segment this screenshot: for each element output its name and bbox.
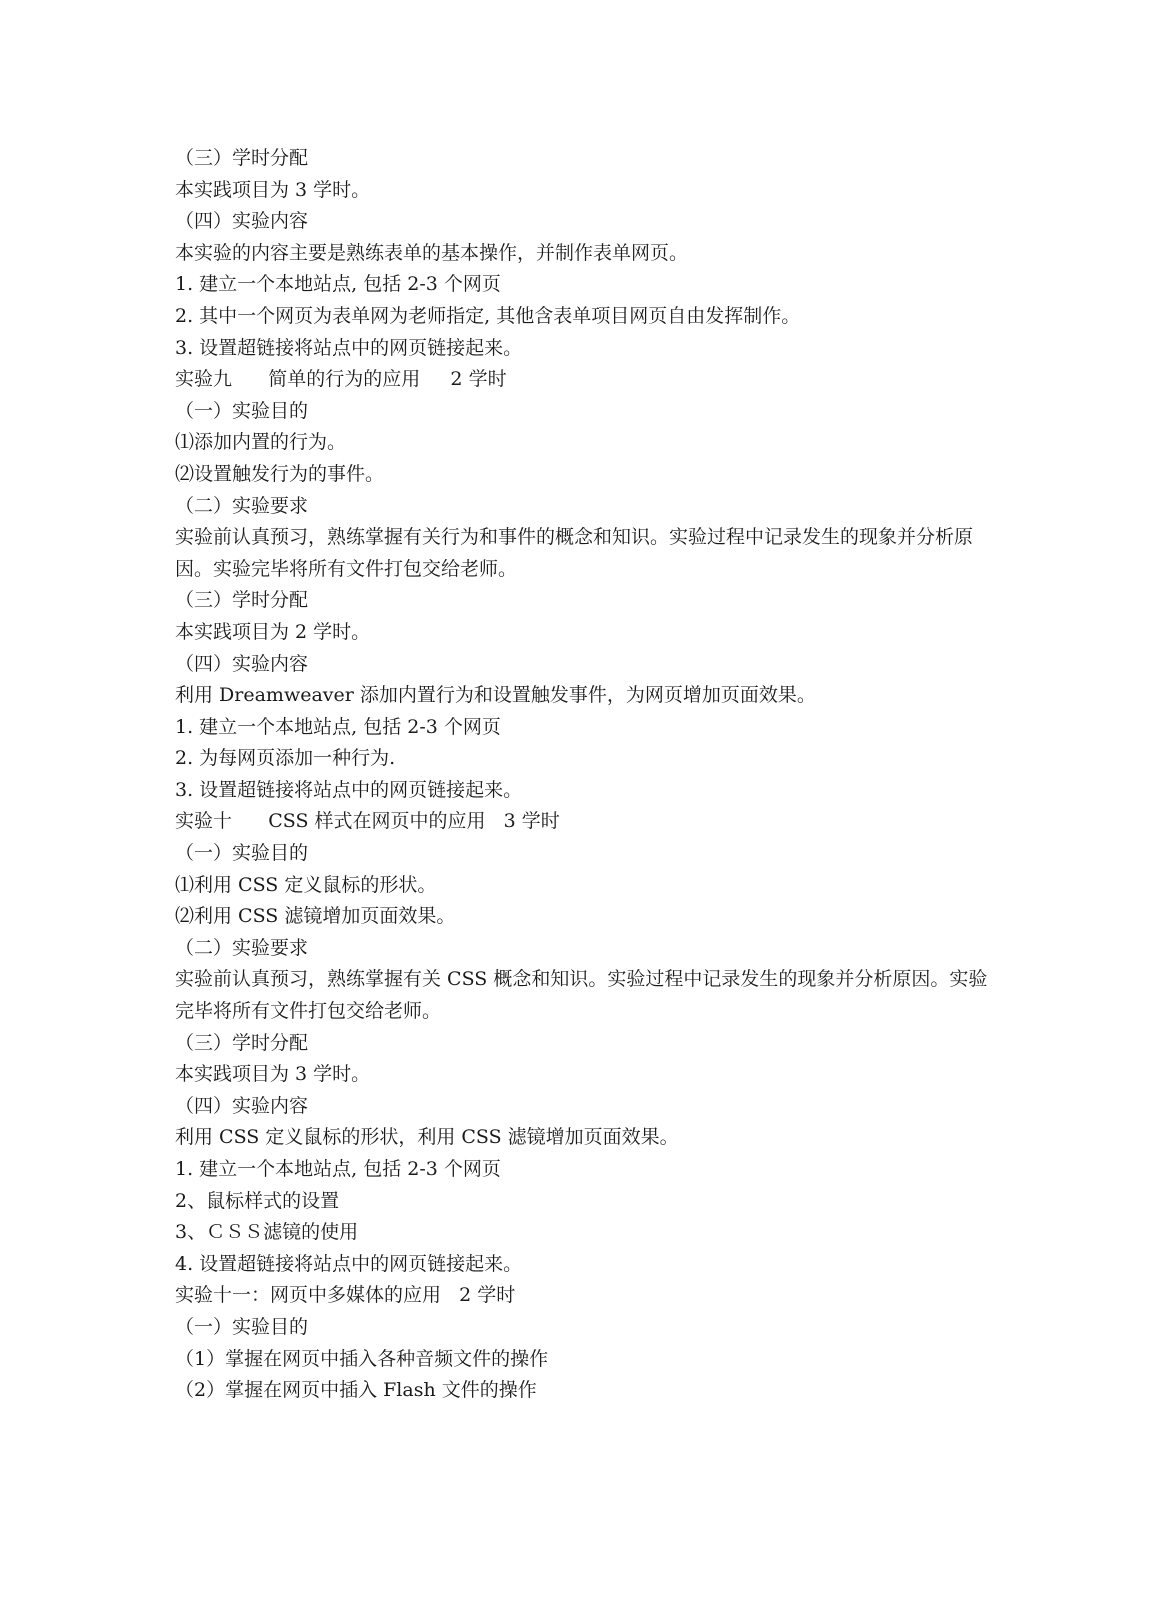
section-heading: （四）实验内容 bbox=[175, 210, 309, 233]
list-item: 2、鼠标样式的设置 bbox=[175, 1189, 340, 1212]
list-item: 2. 为每网页添加一种行为. bbox=[175, 747, 396, 770]
paragraph: 本实践项目为 3 学时。 bbox=[175, 178, 371, 201]
paragraph: 实验前认真预习，熟练掌握有关 CSS 概念和知识。实验过程中记录发生的现象并分析原因。实验完毕将所有文件打包交给老师。 bbox=[175, 968, 988, 1023]
list-item: ⑴利用 CSS 定义鼠标的形状。 bbox=[175, 873, 437, 896]
list-item: （2）掌握在网页中插入 Flash 文件的操作 bbox=[175, 1379, 537, 1402]
paragraph: 本实践项目为 3 学时。 bbox=[175, 1063, 371, 1086]
document-body bbox=[175, 143, 1005, 1407]
experiment-title: 实验十 CSS 样式在网页中的应用 3 学时 bbox=[175, 810, 560, 833]
section-heading: （四）实验内容 bbox=[175, 1094, 309, 1117]
experiment-title: 实验十一：网页中多媒体的应用 2 学时 bbox=[175, 1284, 516, 1307]
list-item: 4. 设置超链接将站点中的网页链接起来。 bbox=[175, 1252, 523, 1275]
section-heading: （二）实验要求 bbox=[175, 494, 309, 517]
list-item: ⑴添加内置的行为。 bbox=[175, 431, 347, 454]
section-heading: （四）实验内容 bbox=[175, 652, 309, 675]
experiment-title: 实验九 简单的行为的应用 2 学时 bbox=[175, 368, 507, 391]
list-item: 3、ＣＳＳ滤镜的使用 bbox=[175, 1221, 359, 1244]
list-item: 1. 建立一个本地站点, 包括 2-3 个网页 bbox=[175, 1158, 501, 1180]
list-item: ⑵利用 CSS 滤镜增加页面效果。 bbox=[175, 905, 456, 928]
paragraph: 实验前认真预习，熟练掌握有关行为和事件的概念和知识。实验过程中记录发生的现象并分析原因。实验完毕将所有文件打包交给老师。 bbox=[175, 526, 974, 580]
list-item: ⑵设置触发行为的事件。 bbox=[175, 462, 385, 485]
paragraph: 利用 CSS 定义鼠标的形状，利用 CSS 滤镜增加页面效果。 bbox=[175, 1126, 679, 1149]
section-heading: （一）实验目的 bbox=[175, 1315, 309, 1338]
section-heading: （二）实验要求 bbox=[175, 936, 309, 959]
list-item: 3. 设置超链接将站点中的网页链接起来。 bbox=[175, 778, 523, 801]
section-heading: （三）学时分配 bbox=[175, 589, 309, 612]
paragraph: 本实践项目为 2 学时。 bbox=[175, 620, 371, 643]
list-item: 1. 建立一个本地站点, 包括 2-3 个网页 bbox=[175, 273, 501, 296]
list-item: （1）掌握在网页中插入各种音频文件的操作 bbox=[175, 1347, 549, 1370]
paragraph: 本实验的内容主要是熟练表单的基本操作，并制作表单网页。 bbox=[175, 241, 689, 264]
section-heading: （一）实验目的 bbox=[175, 842, 309, 865]
paragraph: 利用 Dreamweaver 添加内置行为和设置触发事件，为网页增加页面效果。 bbox=[175, 684, 816, 707]
list-item: 3. 设置超链接将站点中的网页链接起来。 bbox=[175, 336, 523, 359]
section-heading: （三）学时分配 bbox=[175, 1031, 309, 1054]
section-heading: （一）实验目的 bbox=[175, 399, 309, 422]
section-heading: （三）学时分配 bbox=[175, 147, 309, 169]
list-item: 1. 建立一个本地站点, 包括 2-3 个网页 bbox=[175, 715, 501, 738]
list-item: 2. 其中一个网页为表单网为老师指定, 其他含表单项目网页自由发挥制作。 bbox=[175, 304, 801, 327]
